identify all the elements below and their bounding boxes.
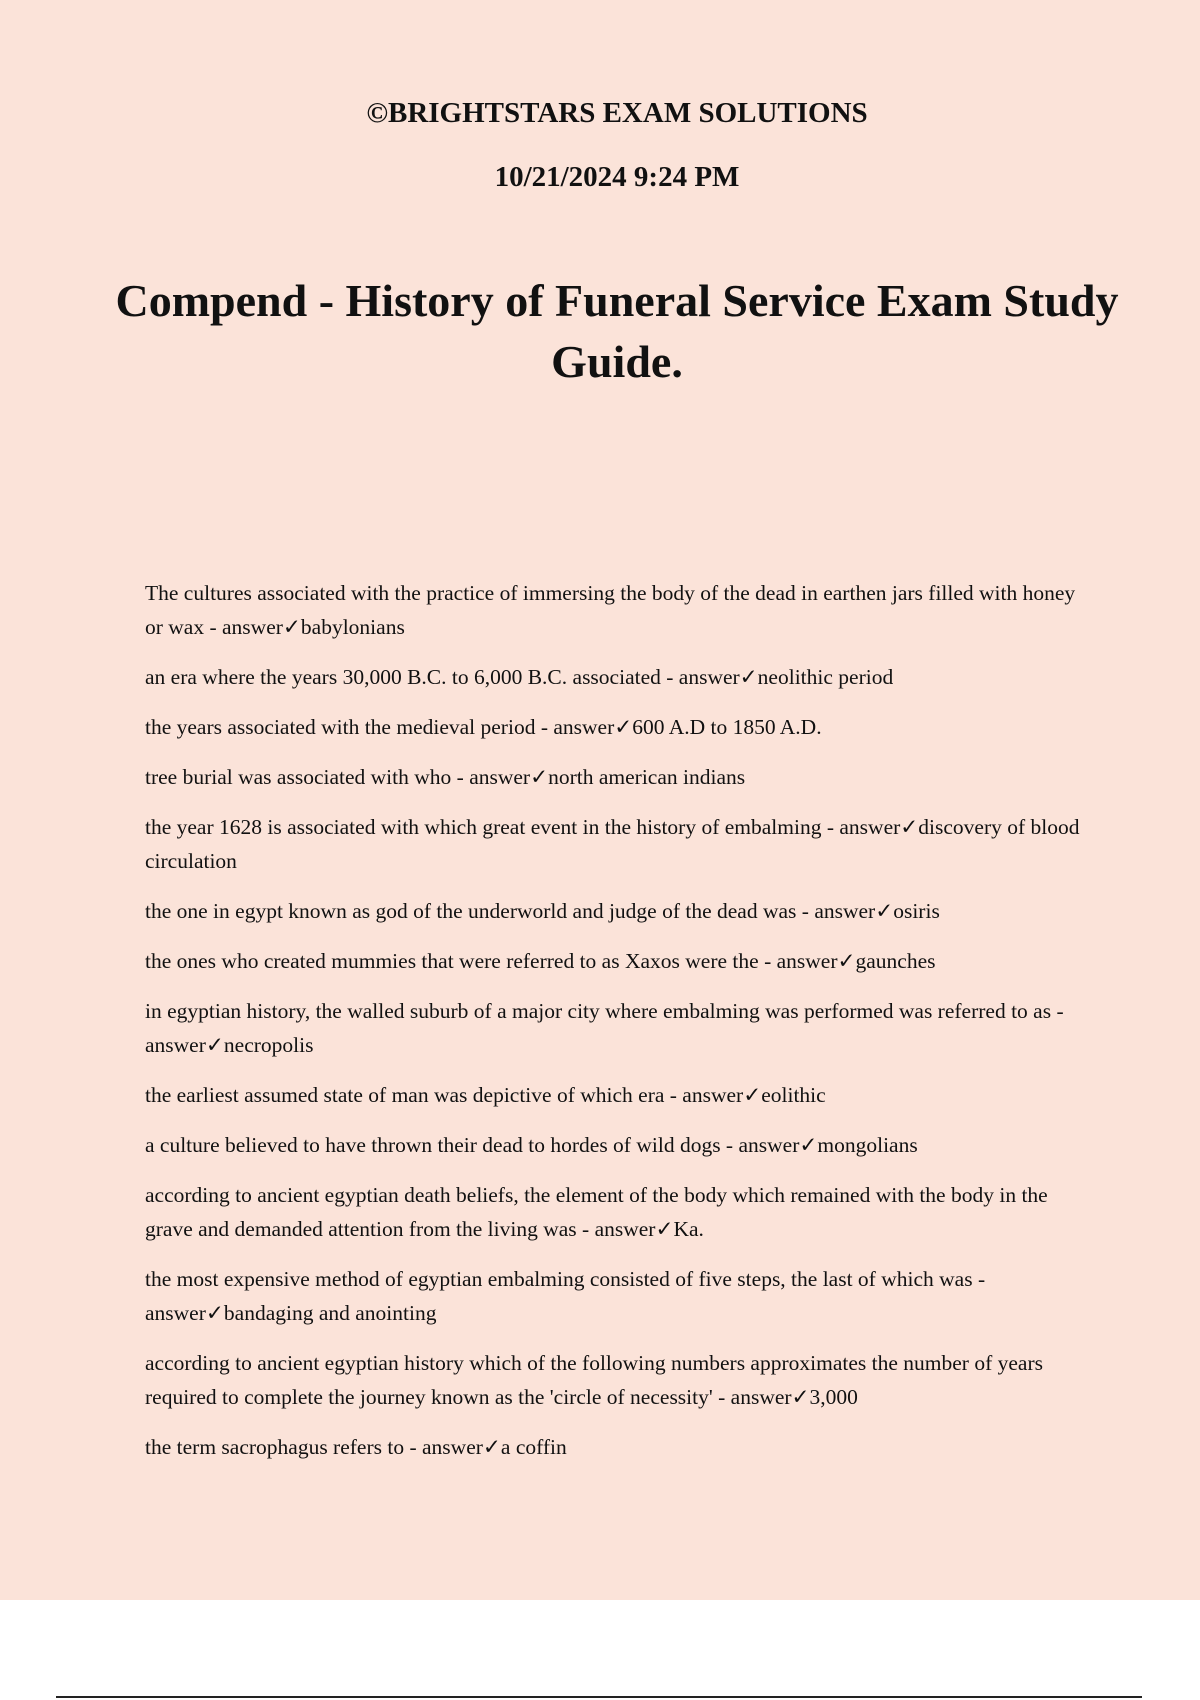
qa-item: the ones who created mummies that were referred to as Xaxos were the - answer✓gaunches — [145, 949, 936, 973]
qa-item: the year 1628 is associated with which great event in the history of embalming - answer✓discovery of blood circulation — [145, 815, 1080, 873]
qa-item: the earliest assumed state of man was depictive of which era - answer✓eolithic — [145, 1083, 826, 1107]
qa-item: The cultures associated with the practice of immersing the body of the dead in earthen jars filled with honey or wax - answer✓babylonians — [145, 581, 1076, 639]
brand-header: ©BRIGHTSTARS EXAM SOLUTIONS — [366, 97, 868, 129]
qa-list — [145, 576, 1080, 1480]
document-title: Compend - History of Funeral Service Exam Study Guide. — [115, 275, 1119, 387]
qa-item: the years associated with the medieval period - answer✓600 A.D to 1850 A.D. — [145, 715, 822, 739]
qa-item: the term sacrophagus refers to - answer✓a coffin — [145, 1435, 567, 1459]
datetime-header: 10/21/2024 9:24 PM — [494, 161, 740, 193]
qa-item: a culture believed to have thrown their dead to hordes of wild dogs - answer✓mongolians — [145, 1133, 918, 1157]
qa-item: an era where the years 30,000 B.C. to 6,000 B.C. associated - answer✓neolithic period — [145, 665, 894, 689]
qa-item: the most expensive method of egyptian embalming consisted of five steps, the last of which was - answer✓bandaging and anointing — [145, 1267, 986, 1325]
qa-item: according to ancient egyptian history which of the following numbers approximates the number of years required to complete the journey known as the 'circle of necessity' - answer✓3,000 — [145, 1351, 1043, 1409]
qa-item: tree burial was associated with who - answer✓north american indians — [145, 765, 746, 789]
qa-item: in egyptian history, the walled suburb of a major city where embalming was performed was referred to as - answer✓necropolis — [145, 999, 1064, 1057]
qa-item: according to ancient egyptian death beliefs, the element of the body which remained with the body in the grave and demanded attention from the living was - answer✓Ka. — [145, 1183, 1048, 1241]
footer-divider — [56, 1696, 1142, 1698]
qa-item: the one in egypt known as god of the underworld and judge of the dead was - answer✓osiris — [145, 899, 940, 923]
